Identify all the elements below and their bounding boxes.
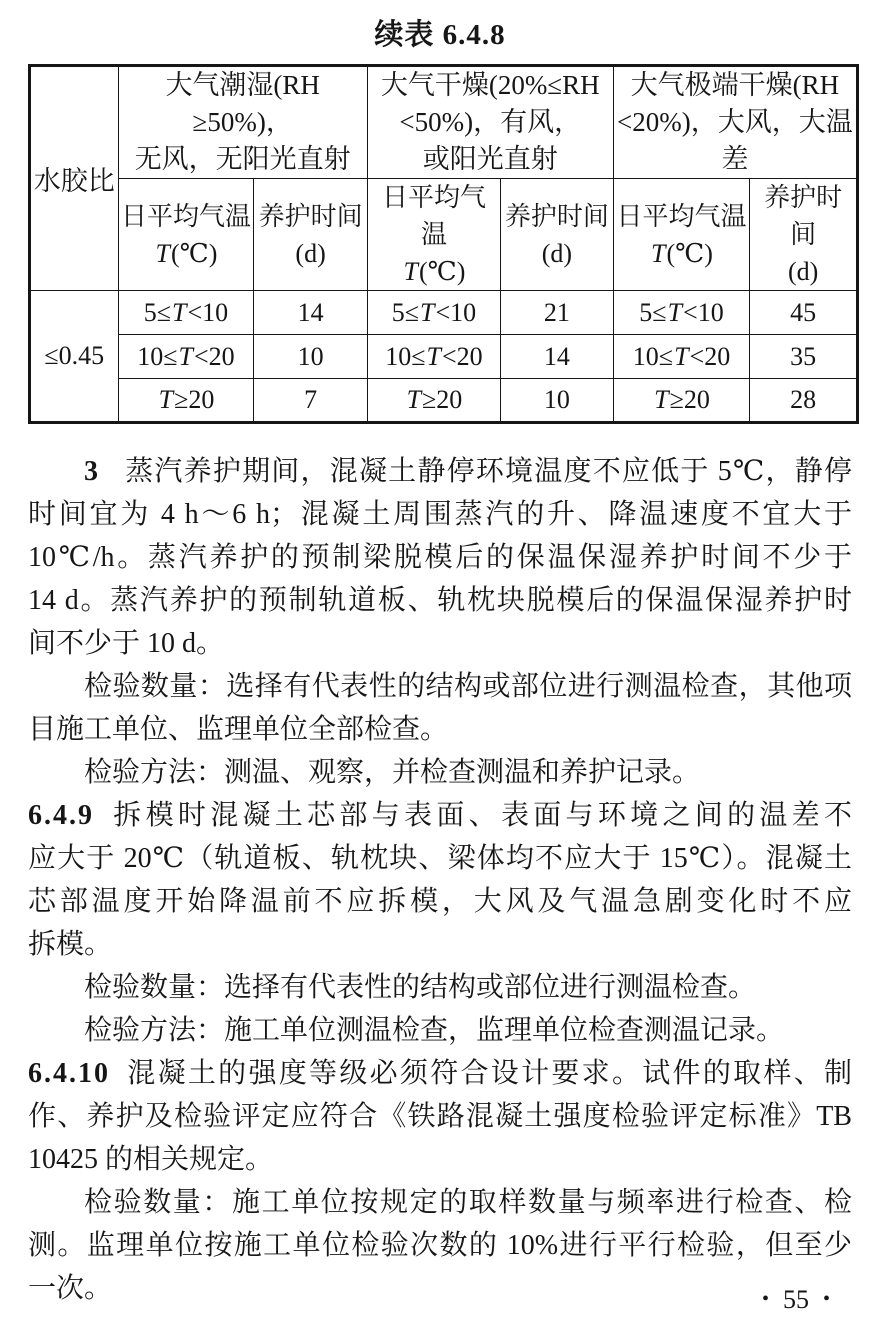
text-line: 14 d。蒸汽养护的预制轨道板、轨枕块脱模后的保温保湿养护时 [28,585,852,616]
subheader-time [750,179,858,291]
group-header-line: 无风，无阳光直射 [134,144,351,174]
group-header-extreme-dry [613,66,857,179]
text-line [28,450,852,493]
group-header-dry [367,66,613,179]
temp-symbol: T [420,297,435,327]
water-binder-ratio-value: ≤0.45 [30,291,119,423]
group-header-line: 大气潮湿(RH ≥50%)， [165,70,320,137]
curing-days-cell: 10 [254,335,367,379]
item-number: 3 [84,456,98,487]
text-line [28,1052,852,1095]
text-line: 10425 的相关规定。 [28,1144,274,1175]
subheader-temp-unit [370,253,498,290]
paragraph-inspection-quantity [28,1181,852,1310]
group-header-line: <20%)，大风，大温差 [616,107,853,174]
temp-range-pre: 10≤ [385,341,426,371]
group-header-humid [118,66,367,179]
subheader-time-unit: (d) [787,257,819,286]
temp-range-pre: 5≤ [391,297,420,327]
temp-symbol: T [155,238,171,268]
paragraph-inspection-method [28,751,852,794]
curing-days-cell: 10 [501,379,614,423]
temp-range-post: ≥20 [669,385,710,414]
temp-range-post: <20 [194,341,235,371]
paragraph-inspection-quantity [28,665,852,751]
text-line: 检验方法：施工单位测温检查，监理单位检查测温记录。 [84,1015,785,1046]
temp-unit: (℃) [666,238,713,268]
subheader-temp-unit [616,235,748,272]
curing-days-cell: 14 [254,291,367,335]
text-line: 应大于 20℃（轨道板、轨枕块、梁体均不应大于 15℃）。混凝土 [28,843,852,874]
temp-range-post: <20 [689,341,731,371]
text-line: 芯部温度开始降温前不应拆模，大风及气温急剧变化时不应 [28,886,852,917]
subheader-temp [367,179,500,291]
temp-range-cell [613,291,750,335]
text-line: 作、养护及检验评定应符合《铁路混凝土强度检验评定标准》TB [28,1101,852,1132]
temp-range-pre: 5≤ [639,297,667,327]
text-line: 检验方法：测温、观察，并检查测温和养护记录。 [84,757,701,788]
temp-symbol: T [651,238,666,268]
temp-range-cell [118,291,254,335]
table-corner-cell: 水胶比 [30,66,119,291]
table-title: 续表 6.4.8 [374,19,506,51]
subheader-temp [613,179,750,291]
body-text [28,450,852,1310]
page-number-bullet: • [822,1288,830,1310]
paragraph-inspection-method [28,1009,852,1052]
temp-range-pre: 10≤ [632,341,674,371]
temp-symbol: T [654,385,669,414]
subheader-time-unit: (d) [295,238,326,268]
text-line [28,794,852,837]
temp-range-post: <10 [683,297,724,327]
curing-days-cell: 45 [750,291,858,335]
group-header-line: 大气干燥(20%≤RH [380,70,600,100]
subheader-temp-title: 日平均气温 [616,201,747,231]
subheader-time-title: 养护时间 [258,201,363,231]
text-line: 时间宜为 4 h～6 h；混凝土周围蒸汽的升、降温速度不宜大于 [28,499,852,530]
page-number-bullet: • [761,1288,769,1310]
group-header-line: <50%)，有风， [399,107,582,137]
text-line: 检验数量：选择有代表性的结构或部位进行测温检查。 [84,972,757,1003]
group-header-line: 大气极端干燥(RH [630,70,840,100]
curing-days-cell: 21 [501,291,614,335]
temp-range-cell [118,335,254,379]
subheader-time-unit: (d) [541,238,573,268]
curing-days-cell: 7 [254,379,367,423]
section-number: 6.4.9 [28,800,94,831]
temp-range-cell [118,379,254,423]
subheader-temp-title: 日平均气温 [381,183,486,249]
curing-time-table [28,64,859,424]
subheader-temp [118,179,254,291]
temp-range-pre: 10≤ [137,341,178,371]
paragraph-section-6-4-10 [28,1052,852,1181]
temp-range-post: <10 [187,297,229,327]
text-line: 10℃/h。蒸汽养护的预制梁脱模后的保温保湿养护时间不少于 [28,542,852,573]
curing-days-cell: 14 [501,335,614,379]
section-number: 6.4.10 [28,1058,110,1089]
temp-symbol: T [426,341,441,371]
text-line: 测。监理单位按施工单位检验次数的 10%进行平行检验，但至少 [28,1230,852,1261]
text-line: 一次。 [28,1273,113,1304]
line-text: 混凝土的强度等级必须符合设计要求。试件的取样、制 [125,1058,852,1089]
curing-days-cell: 35 [750,335,858,379]
subheader-time-title: 养护时间 [764,183,843,249]
table-data-row [30,291,858,335]
paragraph-inspection-quantity [28,966,852,1009]
temp-range-cell [613,379,750,423]
text-line: 拆模。 [28,929,113,960]
page-number-value: 55 [782,1285,809,1314]
temp-range-pre: 5≤ [143,297,172,327]
subheader-time [254,179,367,291]
temp-symbol: T [674,341,689,371]
line-text: 拆模时混凝土芯部与表面、表面与环境之间的温差不 [109,800,852,831]
curing-days-cell: 28 [750,379,858,423]
temp-range-cell [367,335,500,379]
text-line: 检验数量：选择有代表性的结构或部位进行测温检查，其他项 [84,671,852,702]
temp-symbol: T [667,297,683,327]
table-data-row [30,379,858,423]
temp-symbol: T [172,297,187,327]
temp-unit: (℃) [418,257,466,286]
temp-symbol: T [403,257,418,286]
table-row [30,66,858,179]
line-text: 蒸汽养护期间，混凝土静停环境温度不应低于 5℃，静停 [124,456,852,487]
temp-range-post: <20 [441,341,483,371]
temp-range-cell [367,291,500,335]
temp-range-cell [367,379,500,423]
temp-range-post: ≥20 [422,385,463,414]
text-line: 目施工单位、监理单位全部检查。 [28,714,449,745]
temp-range-cell [613,335,750,379]
table-data-row [30,335,858,379]
paragraph-section-6-4-9 [28,794,852,966]
text-line: 检验数量：施工单位按规定的取样数量与频率进行检查、检 [84,1187,852,1218]
table-subheader-row [30,179,858,291]
temp-symbol: T [178,341,194,371]
subheader-temp-unit [121,235,252,272]
temp-unit: (℃) [171,238,218,268]
temp-range-post: <10 [435,297,477,327]
page-number [762,1284,830,1315]
subheader-time-title: 养护时间 [504,201,609,231]
text-line: 间不少于 10 d。 [28,628,225,659]
temp-range-post: ≥20 [174,385,215,414]
subheader-temp-title: 日平均气温 [120,201,251,231]
temp-symbol: T [158,385,174,414]
group-header-line: 或阳光直射 [422,144,558,174]
temp-symbol: T [406,385,422,414]
subheader-time [501,179,614,291]
paragraph-item-3 [28,450,852,665]
